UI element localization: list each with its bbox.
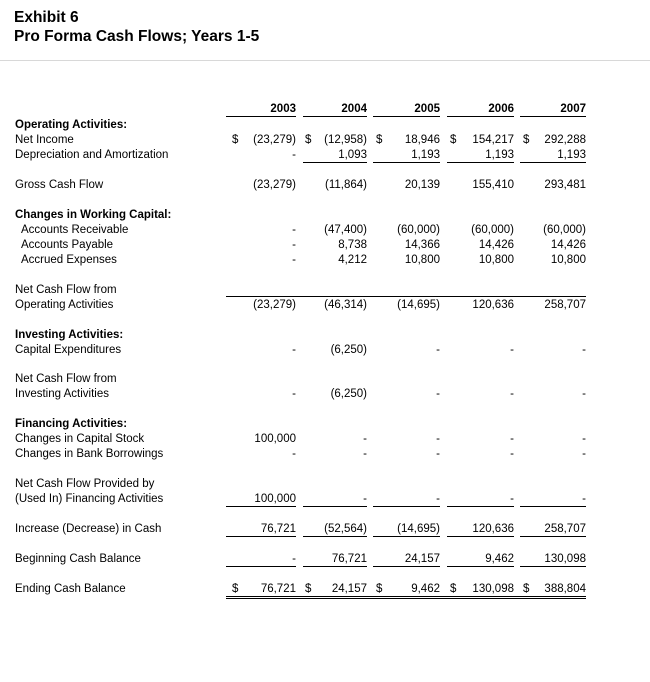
value-capex-2004: (6,250)	[330, 344, 367, 356]
value-increase-cash-2007: 258,707	[520, 522, 586, 537]
dollar-sign: $	[450, 134, 457, 146]
value-beginning-cash-2007: 130,098	[520, 552, 586, 567]
value-increase-cash-2006: 120,636	[447, 522, 514, 537]
value-accounts-receivable-2004: (47,400)	[324, 224, 367, 236]
dollar-sign: $	[305, 583, 312, 595]
value-gross-cash-flow-2007: 293,481	[544, 179, 586, 191]
value-beginning-cash-2006: 9,462	[447, 552, 514, 567]
dollar-sign: $	[523, 583, 530, 595]
label-net-financing-1: Net Cash Flow Provided by	[15, 478, 155, 490]
label-bank-borrowings: Changes in Bank Borrowings	[15, 448, 164, 460]
value-net-financing-2004: -	[303, 492, 367, 507]
value-gross-cash-flow-2005: 20,139	[404, 179, 440, 191]
value-net-financing-2007: -	[520, 492, 586, 507]
value-depreciation-2003: -	[292, 149, 296, 161]
double-rule-ending-cash	[226, 598, 586, 599]
year-header-2004: 2004	[303, 102, 367, 117]
dollar-sign: $	[376, 583, 383, 595]
value-net-investing-2007: -	[582, 388, 586, 400]
year-header-2006: 2006	[447, 102, 514, 117]
value-net-operating-2003: (23,279)	[253, 299, 296, 311]
section-operating: Operating Activities:	[15, 119, 128, 131]
value-accrued-expenses-2003: -	[292, 254, 296, 266]
value-accounts-payable-2006: 14,426	[478, 239, 514, 251]
title-rule	[0, 60, 650, 61]
value-accounts-receivable-2007: (60,000)	[543, 224, 586, 236]
label-beginning-cash: Beginning Cash Balance	[15, 553, 141, 565]
label-capex: Capital Expenditures	[15, 344, 122, 356]
value-net-operating-2007: 258,707	[544, 299, 586, 311]
label-accounts-receivable: Accounts Receivable	[21, 224, 129, 236]
value-net-income-2004: (12,958)	[324, 134, 367, 146]
value-accounts-receivable-2003: -	[292, 224, 296, 236]
dollar-sign: $	[523, 134, 530, 146]
value-accrued-expenses-2006: 10,800	[478, 254, 514, 266]
value-beginning-cash-2005: 24,157	[373, 552, 440, 567]
label-increase-cash: Increase (Decrease) in Cash	[15, 523, 162, 535]
value-accrued-expenses-2004: 4,212	[338, 254, 367, 266]
value-net-investing-2005: -	[436, 388, 440, 400]
double-rule-ending-cash	[226, 596, 586, 597]
dollar-sign: $	[232, 583, 239, 595]
value-ending-cash-2006: 130,098	[472, 583, 514, 595]
value-bank-borrowings-2005: -	[436, 448, 440, 460]
value-capital-stock-2004: -	[363, 433, 367, 445]
value-ending-cash-2004: 24,157	[331, 583, 367, 595]
value-capital-stock-2005: -	[436, 433, 440, 445]
value-gross-cash-flow-2006: 155,410	[472, 179, 514, 191]
value-net-financing-2003: 100,000	[226, 492, 296, 507]
section-working-capital: Changes in Working Capital:	[15, 209, 172, 221]
label-accounts-payable: Accounts Payable	[21, 239, 114, 251]
value-accounts-payable-2007: 14,426	[550, 239, 586, 251]
value-gross-cash-flow-2003: (23,279)	[253, 179, 296, 191]
value-bank-borrowings-2004: -	[363, 448, 367, 460]
value-net-income-2006: 154,217	[472, 134, 514, 146]
year-header-2003: 2003	[226, 102, 296, 117]
value-net-operating-2005: (14,695)	[397, 299, 440, 311]
dollar-sign: $	[232, 134, 239, 146]
label-net-investing-2: Investing Activities	[15, 388, 109, 400]
value-accounts-receivable-2006: (60,000)	[471, 224, 514, 236]
value-depreciation-2006: 1,193	[447, 148, 514, 163]
value-capex-2003: -	[292, 344, 296, 356]
value-capex-2006: -	[510, 344, 514, 356]
dollar-sign: $	[376, 134, 383, 146]
value-depreciation-2007: 1,193	[520, 148, 586, 163]
value-net-investing-2003: -	[292, 388, 296, 400]
value-ending-cash-2007: 388,804	[544, 583, 586, 595]
value-accounts-receivable-2005: (60,000)	[397, 224, 440, 236]
value-accounts-payable-2005: 14,366	[404, 239, 440, 251]
value-beginning-cash-2004: 76,721	[303, 552, 367, 567]
value-bank-borrowings-2006: -	[510, 448, 514, 460]
value-net-financing-2005: -	[373, 492, 440, 507]
value-capex-2007: -	[582, 344, 586, 356]
section-financing: Financing Activities:	[15, 418, 128, 430]
value-accounts-payable-2003: -	[292, 239, 296, 251]
value-bank-borrowings-2003: -	[292, 448, 296, 460]
page-title: Pro Forma Cash Flows; Years 1-5	[14, 28, 260, 45]
year-header-2005: 2005	[373, 102, 440, 117]
value-capital-stock-2007: -	[582, 433, 586, 445]
value-increase-cash-2004: (52,564)	[303, 522, 367, 537]
exhibit-label: Exhibit 6	[14, 9, 79, 26]
year-header-2007: 2007	[520, 102, 586, 117]
label-capital-stock: Changes in Capital Stock	[15, 433, 145, 445]
label-accrued-expenses: Accrued Expenses	[21, 254, 117, 266]
value-depreciation-2004: 1,093	[303, 148, 367, 163]
label-depreciation: Depreciation and Amortization	[15, 149, 169, 161]
value-increase-cash-2003: 76,721	[226, 522, 296, 537]
label-net-investing-1: Net Cash Flow from	[15, 373, 117, 385]
value-depreciation-2005: 1,193	[373, 148, 440, 163]
label-ending-cash: Ending Cash Balance	[15, 583, 126, 595]
value-net-operating-2006: 120,636	[472, 299, 514, 311]
value-beginning-cash-2003: -	[226, 552, 296, 567]
section-investing: Investing Activities:	[15, 329, 124, 341]
value-ending-cash-2003: 76,721	[260, 583, 296, 595]
value-gross-cash-flow-2004: (11,864)	[325, 179, 367, 191]
label-gross-cash-flow: Gross Cash Flow	[15, 179, 104, 191]
label-net-income: Net Income	[15, 134, 74, 146]
value-net-income-2005: 18,946	[404, 134, 440, 146]
label-net-financing-2: (Used In) Financing Activities	[15, 493, 164, 505]
value-net-investing-2006: -	[510, 388, 514, 400]
value-ending-cash-2005: 9,462	[411, 583, 440, 595]
value-increase-cash-2005: (14,695)	[373, 522, 440, 537]
label-net-operating-1: Net Cash Flow from	[15, 284, 117, 296]
value-accounts-payable-2004: 8,738	[338, 239, 367, 251]
value-net-income-2007: 292,288	[544, 134, 586, 146]
dollar-sign: $	[305, 134, 312, 146]
value-net-operating-2004: (46,314)	[324, 299, 367, 311]
value-accrued-expenses-2007: 10,800	[550, 254, 586, 266]
value-net-financing-2006: -	[447, 492, 514, 507]
value-net-investing-2004: (6,250)	[330, 388, 367, 400]
value-net-income-2003: (23,279)	[253, 134, 296, 146]
dollar-sign: $	[450, 583, 457, 595]
value-accrued-expenses-2005: 10,800	[404, 254, 440, 266]
value-bank-borrowings-2007: -	[582, 448, 586, 460]
value-capex-2005: -	[436, 344, 440, 356]
value-capital-stock-2006: -	[510, 433, 514, 445]
rule-above-net-operating	[226, 296, 586, 297]
label-net-operating-2: Operating Activities	[15, 299, 114, 311]
value-capital-stock-2003: 100,000	[254, 433, 296, 445]
